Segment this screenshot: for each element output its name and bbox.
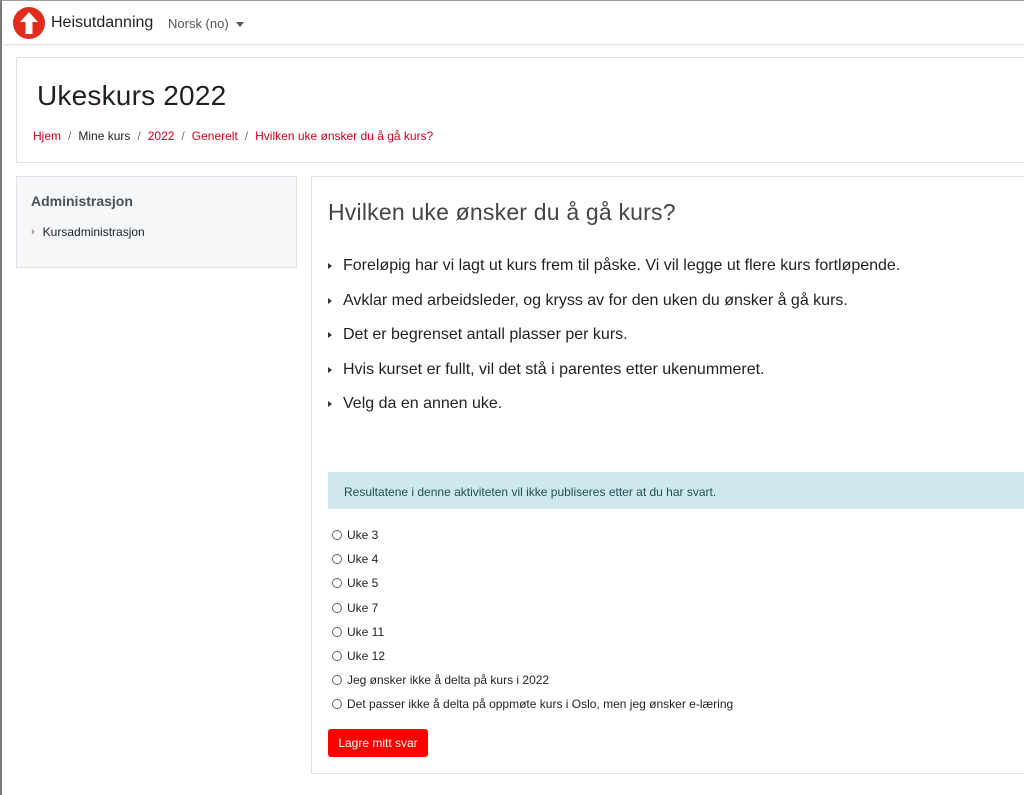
chevron-right-icon: › — [31, 226, 35, 238]
option-e-learning[interactable] — [332, 692, 733, 716]
up-arrow-icon — [13, 7, 45, 39]
save-answer-button[interactable]: Lagre mitt svar — [328, 729, 428, 757]
list-item-text: Hvis kurset er fullt, vil det stå i parentes etter ukenummeret. — [343, 360, 765, 378]
list-item-text: Velg da en annen uke. — [343, 395, 503, 412]
breadcrumb-separator: / — [68, 129, 72, 143]
option-uke-12[interactable] — [332, 644, 733, 668]
option-uke-5[interactable] — [332, 571, 733, 595]
intro-list — [328, 257, 900, 430]
breadcrumb-my-courses: Mine kurs — [78, 129, 131, 143]
block-title: Administrasjon — [31, 193, 133, 209]
list-item-text: Det er begrenset antall plasser per kurs. — [343, 326, 628, 343]
bullet-icon — [328, 263, 332, 269]
radio-button[interactable] — [332, 675, 342, 685]
breadcrumb-section[interactable]: Generelt — [191, 129, 238, 143]
list-item-text: Foreløpig har vi lagt ut kurs frem til påske. Vi vil legge ut flere kurs fortløpende. — [343, 257, 901, 274]
sidebar-item-label: Kursadministrasjon — [42, 225, 145, 239]
list-item — [328, 292, 900, 327]
bullet-icon — [328, 332, 332, 338]
info-notice: Resultatene i denne aktiviteten vil ikke publiseres etter at du har svart. — [328, 472, 1024, 509]
option-label: Uke 11 — [347, 624, 385, 639]
administration-block — [16, 176, 297, 268]
breadcrumb-activity[interactable]: Hvilken uke ønsker du å gå kurs? — [255, 129, 434, 143]
site-brand-link[interactable] — [13, 7, 153, 39]
caret-down-icon — [236, 22, 244, 27]
option-no-course[interactable] — [332, 668, 733, 692]
breadcrumb-course[interactable]: 2022 — [147, 129, 175, 143]
option-uke-7[interactable] — [332, 596, 733, 620]
option-label: Uke 3 — [347, 528, 379, 543]
option-label: Uke 12 — [347, 649, 386, 664]
sidebar-item-course-administration[interactable] — [31, 225, 145, 239]
option-uke-3[interactable] — [332, 523, 733, 547]
bullet-icon — [328, 367, 332, 373]
radio-button[interactable] — [332, 627, 342, 637]
breadcrumb-home[interactable]: Hjem — [33, 129, 62, 143]
breadcrumb-separator: / — [137, 129, 141, 143]
page-header — [16, 57, 1024, 163]
radio-button[interactable] — [332, 699, 342, 709]
bullet-icon — [328, 401, 332, 407]
radio-button[interactable] — [332, 554, 342, 564]
radio-button[interactable] — [332, 651, 342, 661]
activity-title: Hvilken uke ønsker du å gå kurs? — [328, 199, 676, 225]
site-name: Heisutdanning — [51, 14, 154, 31]
choice-options — [332, 523, 733, 717]
page-title: Ukeskurs 2022 — [37, 80, 227, 111]
list-item — [328, 326, 900, 361]
option-uke-11[interactable] — [332, 620, 733, 644]
list-item — [328, 361, 900, 396]
option-label: Uke 4 — [347, 552, 379, 567]
option-uke-4[interactable] — [332, 547, 733, 571]
option-label: Jeg ønsker ikke å delta på kurs i 2022 — [347, 673, 550, 688]
list-item — [328, 395, 900, 430]
breadcrumb — [33, 129, 433, 143]
radio-button[interactable] — [332, 603, 342, 613]
option-label: Uke 7 — [347, 600, 379, 615]
radio-button[interactable] — [332, 530, 342, 540]
bullet-icon — [328, 298, 332, 304]
language-label: Norsk (no) — [168, 16, 229, 31]
choice-activity — [311, 176, 1024, 774]
option-label: Uke 5 — [347, 576, 379, 591]
top-navbar — [2, 1, 1024, 45]
list-item — [328, 257, 900, 292]
language-menu[interactable] — [168, 16, 244, 31]
list-item-text: Avklar med arbeidsleder, og kryss av for den uken du ønsker å gå kurs. — [343, 291, 848, 309]
option-label: Det passer ikke å delta på oppmøte kurs i Oslo, men jeg ønsker e-læring — [347, 697, 734, 712]
breadcrumb-separator: / — [181, 129, 185, 143]
radio-button[interactable] — [332, 578, 342, 588]
breadcrumb-separator: / — [244, 129, 249, 143]
